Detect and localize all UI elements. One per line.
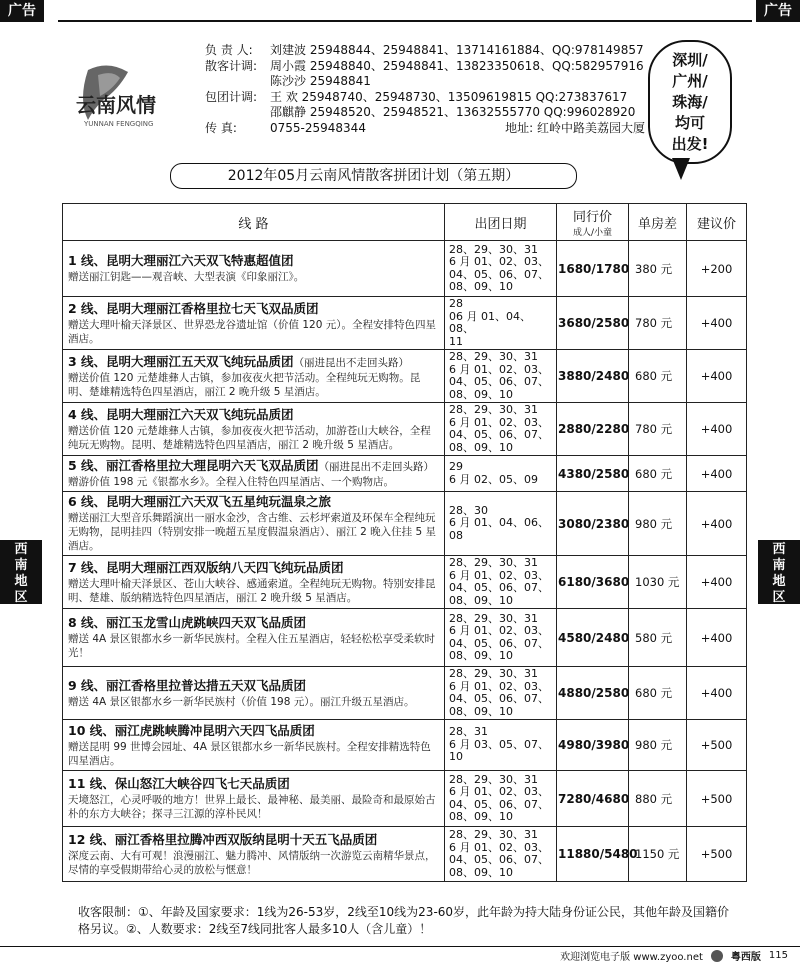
table-header-row [63, 204, 747, 241]
logo-text: 云南风情 [76, 93, 156, 117]
trade-price: 2880/2280 [557, 403, 629, 456]
trade-price: 4580/2480 [557, 609, 629, 667]
region-tab-left: 西 南 地 区 [0, 540, 42, 604]
departure-dates: 28、29、30、31 6 月 01、02、03、 04、05、06、07、 08、09、10 [445, 350, 557, 403]
company-logo [68, 60, 198, 140]
route-row [63, 297, 747, 350]
single-supplement: 680 元 [629, 456, 687, 492]
route-description: 赠送 4A 景区银都水乡一新华民族村。全程入住五星酒店，轻轻松松享受柔软时光！ [68, 633, 436, 659]
route-cell [63, 827, 445, 882]
route-name: 10 线、丽江虎跳峡腾冲昆明六天四飞品质团 [68, 722, 315, 738]
suggested-markup: +400 [687, 609, 747, 667]
departure-dates: 28、29、30、31 6 月 01、02、03、 04、05、06、07、 08、09、10 [445, 827, 557, 882]
route-name: 8 线、丽江玉龙雪山虎跳峡四天双飞品质团 [68, 615, 307, 630]
route-description: 赠送 4A 景区银都水乡一新华民族村（价值 198 元）。丽江升级五星酒店。 [68, 695, 415, 708]
trade-price: 3880/2480 [557, 350, 629, 403]
single-supplement: 680 元 [629, 350, 687, 403]
route-name: 4 线、昆明大理丽江六天双飞纯玩品质团 [68, 406, 294, 422]
price-header: 同行价 成人/小童 [557, 204, 629, 241]
single-supplement: 780 元 [629, 403, 687, 456]
single-supplement: 580 元 [629, 609, 687, 667]
suggested-markup: +400 [687, 667, 747, 720]
trade-price: 11880/5480 [557, 827, 629, 882]
route-cell [63, 297, 445, 350]
single-supplement: 980 元 [629, 492, 687, 556]
route-cell [63, 456, 445, 492]
suggested-markup: +400 [687, 556, 747, 609]
route-row [63, 556, 747, 609]
page-footer: 欢迎浏览电子版 www.zyoo.net 粤西版 115 [560, 950, 788, 963]
contact-row: 邵麒静 25948520、25948521、13632555770 QQ:996028920 [270, 105, 636, 119]
route-cell [63, 492, 445, 556]
trade-price: 4980/3980 [557, 720, 629, 771]
contact-row: 包团计调: 王 欢 25948740、25948730、13509619815 QQ:273837617 [205, 89, 628, 104]
top-rule [58, 20, 752, 22]
route-name: 7 线、昆明大理丽江西双版纳八天四飞纯玩品质团 [68, 559, 344, 575]
trade-price: 4880/2580 [557, 667, 629, 720]
brand-badge-icon [711, 950, 723, 962]
route-name: 9 线、丽江香格里拉普达措五天双飞品质团 [68, 677, 307, 693]
trade-price: 1680/1780 [557, 241, 629, 297]
trade-price: 3680/2580 [557, 297, 629, 350]
suggested-markup: +500 [687, 771, 747, 827]
single-supplement: 1030 元 [629, 556, 687, 609]
suggested-markup: +400 [687, 350, 747, 403]
route-row [63, 667, 747, 720]
route-name: 11 线、保山怒江大峡谷四飞七天品质团 [68, 776, 290, 791]
trade-price: 4380/2580 [557, 456, 629, 492]
route-name: 6 线、昆明大理丽江六天双飞五星纯玩温泉之旅 [68, 494, 332, 509]
route-description: 赠送丽江钥匙——观音峡、大型表演《印象丽江》。 [68, 271, 305, 283]
route-cell [63, 720, 445, 771]
bottom-rule [0, 946, 800, 947]
suggested-markup: +200 [687, 241, 747, 297]
route-row [63, 456, 747, 492]
contact-row: 负 责 人: 刘建波 25948844、25948841、13714161884、QQ:978149857 [205, 43, 644, 57]
departure-dates: 28 06 月 01、04、08、 11 [445, 297, 557, 350]
route-name: 12 线、丽江香格里拉腾冲西双版纳昆明十天五飞品质团 [68, 831, 378, 847]
single-supplement: 880 元 [629, 771, 687, 827]
departure-dates: 28、31 6 月 03、05、07、 10 [445, 720, 557, 771]
route-cell [63, 350, 445, 403]
trade-price: 6180/3680 [557, 556, 629, 609]
route-row [63, 771, 747, 827]
route-row [63, 241, 747, 297]
route-name: 2 线、昆明大理丽江香格里拉七天飞双品质团 [68, 300, 319, 316]
address: 地址: 红岭中路美荔园大厦 [505, 120, 645, 135]
trade-price: 7280/4680 [557, 771, 629, 827]
route-row [63, 403, 747, 456]
single-supplement: 780 元 [629, 297, 687, 350]
route-header: 线 路 [63, 204, 445, 241]
route-cell [63, 771, 445, 827]
suggested-markup: +500 [687, 827, 747, 882]
single-supplement: 1150 元 [629, 827, 687, 882]
tour-plan-table [62, 203, 747, 882]
contact-row: 散客计调: 周小霞 25948840、25948841、13823350618、QQ:582957916 [205, 58, 644, 73]
route-description: 深度云南、大有可观！浪漫丽江、魅力腾冲、风情版纳一次游览云南精华景点，尽情的享受假期带给心灵的放松与惬意！ [68, 849, 436, 876]
route-cell [63, 241, 445, 297]
logo-subtext: YUNNAN FENGQING [84, 120, 154, 128]
departure-dates: 29 6 月 02、05、09 [445, 456, 557, 492]
suggested-markup: +400 [687, 403, 747, 456]
booking-restrictions: 收客限制：①、年龄及国家要求：1线为26-53岁，2线至10线为23-60岁，此年龄为持大陆身份证公民，其他年龄及国籍价格另议。②、人数要求：2线至7线同批客人最多10人（含儿童）！ [78, 905, 730, 936]
single-supplement: 680 元 [629, 667, 687, 720]
route-description: 赠送价值 120 元楚雄彝人古镇，参加夜夜火把节活动，加游苍山大峡谷，全程纯玩无购物。昆明、楚雄精选特色四星酒店，丽江 2 晚升级 5 星酒店。 [68, 424, 431, 451]
route-cell [63, 667, 445, 720]
plan-title: 2012年05月云南风情散客拼团计划（第五期） [170, 163, 577, 189]
route-description: 赠送大理叶榆天泽景区、世界恐龙谷遗址馆（价值 120 元）。全程安排特色四星酒店。 [68, 318, 436, 345]
suggested-markup: +400 [687, 297, 747, 350]
date-header: 出团日期 [445, 204, 557, 241]
suggested-markup: +500 [687, 720, 747, 771]
departure-dates: 28、29、30、31 6 月 01、02、03、 04、05、06、07、 08、09、10 [445, 609, 557, 667]
bubble-tail [672, 158, 690, 180]
region-tab-right: 西 南 地 区 [758, 540, 800, 604]
route-description: 赠送大理叶榆天泽景区、苍山大峡谷、感通索道。全程纯玩无购物。特别安排昆明、楚雄、版纳精选特色四星酒店，丽江 2 晚升级 5 星酒店。 [68, 577, 436, 604]
page-number: 115 [768, 950, 788, 961]
route-row [63, 492, 747, 556]
route-row [63, 827, 747, 882]
departure-dates: 28、29、30、31 6 月 01、02、03、 04、05、06、07、 08、09、10 [445, 556, 557, 609]
suggested-markup: +400 [687, 456, 747, 492]
route-name: 3 线、昆明大理丽江五天双飞纯玩品质团（丽进昆出不走回头路） [68, 353, 410, 369]
departure-dates: 28、30 6 月 01、04、06、 08 [445, 492, 557, 556]
suggest-header: 建议价 [687, 204, 747, 241]
route-row [63, 720, 747, 771]
route-row [63, 609, 747, 667]
suggested-markup: +400 [687, 492, 747, 556]
single-header: 单房差 [629, 204, 687, 241]
departure-dates: 28、29、30、31 6 月 01、02、03、 04、05、06、07、 08、09、10 [445, 241, 557, 297]
route-description: 赠送价值 120 元楚雄彝人古镇，参加夜夜火把节活动。全程纯玩无购物。昆明、楚雄精选特色四星酒店，丽江 2 晚升级 5 星酒店。 [68, 371, 421, 398]
route-name: 5 线、丽江香格里拉大理昆明六天飞双品质团（丽进昆出不走回头路） [68, 458, 435, 473]
single-supplement: 980 元 [629, 720, 687, 771]
route-description: 赠游价值 198 元《银都水乡》。全程入住特色四星酒店、一个购物店。 [68, 476, 394, 488]
contact-block [205, 43, 645, 136]
departure-bubble: 深圳/ 广州/ 珠海/ 均可 出发! [648, 40, 732, 164]
route-cell [63, 403, 445, 456]
departure-dates: 28、29、30、31 6 月 01、02、03、 04、05、06、07、 08、09、10 [445, 667, 557, 720]
ad-label-right: 广告 [756, 0, 800, 22]
ad-label-left: 广告 [0, 0, 44, 22]
single-supplement: 380 元 [629, 241, 687, 297]
route-cell [63, 609, 445, 667]
trade-price: 3080/2380 [557, 492, 629, 556]
route-description: 赠送昆明 99 世博会园址、4A 景区银都水乡一新华民族村。全程安排精选特色四星酒店。 [68, 740, 431, 767]
contact-row: 陈沙沙 25948841 [270, 74, 371, 88]
departure-dates: 28、29、30、31 6 月 01、02、03、 04、05、06、07、 08、09、10 [445, 771, 557, 827]
route-name: 1 线、昆明大理丽江六天双飞特惠超值团 [68, 253, 294, 268]
route-row [63, 350, 747, 403]
route-description: 赠送丽江大型音乐舞蹈演出一丽水金沙，含古维、云杉坪索道及环保车全程纯玩无购物，昆明挂四（特别安排一晚超五星度假温泉酒店）、丽江 2 晚入住挂 5 星酒店。 [68, 512, 436, 552]
departure-dates: 28、29、30、31 6 月 01、02、03、 04、05、06、07、 08、09、10 [445, 403, 557, 456]
contact-row: 传 真: 0755-25948344 地址: 红岭中路美荔园大厦 [205, 120, 645, 135]
logo-art-icon [68, 60, 198, 140]
route-description: 天境怒江，心灵呼吸的地方！世界上最长、最神秘、最美丽、最险奇和最原始古朴的东方大峡谷；探寻三江源的淳朴民风！ [68, 794, 436, 820]
route-cell [63, 556, 445, 609]
